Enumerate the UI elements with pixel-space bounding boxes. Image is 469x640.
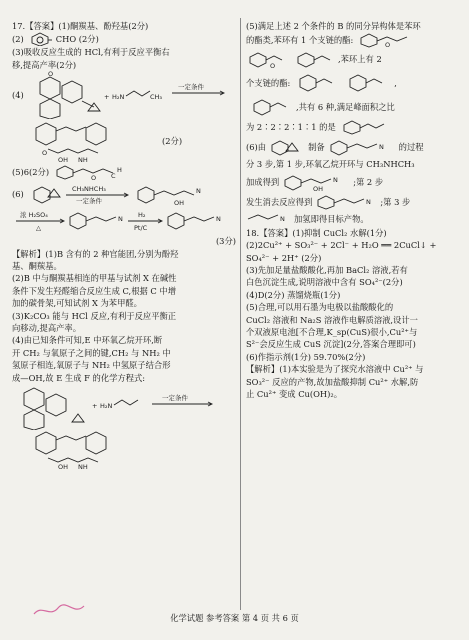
q18-answer-7: (5)合理,可以用石墨为电极以盐酸酸化的 <box>246 302 394 313</box>
q17-part6-analysis-label: (6)由 <box>246 142 267 153</box>
target-amine-structure <box>329 137 395 157</box>
q17-analysis-17-text: 为 2∶2∶2∶1∶1 的是 <box>246 122 336 133</box>
methyl-ester-structure <box>357 32 417 48</box>
q18-answer-5: 白色沉淀生成,说明溶液中含有 SO₄²⁻(2分) <box>246 277 403 288</box>
q18-answer-4: (3)先加足量盐酸酸化,再加 BaCl₂ 溶液,若有 <box>246 265 408 276</box>
prepare-text: 制备 <box>308 142 325 153</box>
svg-text:N: N <box>366 197 372 206</box>
q18-analysis-2: SO₃²⁻ 反应的产物,故加盐酸抑制 Cu²⁺ 水解,防 <box>246 376 419 387</box>
q17-analysis-15-text: 个支链的酯: <box>246 78 291 89</box>
q18-answer-10: S²⁻会反应生成 CuS 沉淀](2分,答案合理即可) <box>246 339 416 350</box>
q17-analysis-13 <box>246 32 460 48</box>
ester-structure <box>53 164 153 180</box>
process-text: 的过程 <box>398 142 424 153</box>
q17-analysis-8: (4)由已知条件可知,E 中环氧乙烷开环,断 <box>12 335 163 346</box>
step3-text: ;第 3 步 <box>380 196 411 207</box>
page-footer: 化学试题 参考答案 第 4 页 共 6 页 <box>170 613 299 623</box>
right-column <box>246 20 460 401</box>
svg-text:N: N <box>216 215 221 224</box>
q17-analysis-20 <box>246 171 460 193</box>
q17-analysis-19: 分 3 步,第 1 步,环氧乙烷开环与 CH₃NHCH₃ <box>246 159 415 170</box>
svg-text:OH: OH <box>173 199 184 208</box>
q17-analysis-10: 氢原子相连,氧原子与 NH₂ 中氢原子结合形 <box>12 360 171 371</box>
q18-analysis-1: 【解析】(1)本实验是为了探究水溶液中 Cu²⁺ 与 <box>246 364 424 375</box>
condition-label: 一定条件 <box>177 83 204 92</box>
q17-analysis-9: 开 CH₂ 与氧原子之间的键,CH₂ 与 NH₂ 中 <box>12 347 171 358</box>
q17-part6-score: (3分) <box>215 236 236 247</box>
condition-label-3: 一定条件 <box>162 394 188 403</box>
phenyl-acetate-structure <box>246 49 290 69</box>
heat-label: △ <box>36 224 41 233</box>
q18-answer-1: 18.【答案】(1)抑制 CuCl₂ 水解(1分) <box>246 227 387 238</box>
q17-analysis-22 <box>246 211 460 227</box>
q17-analysis-14-text: ,苯环上有 2 <box>338 54 382 65</box>
target-ester-structure <box>340 119 394 135</box>
q17-answer-3b: 移,提高产率(2分) <box>12 59 77 70</box>
svg-text:OH: OH <box>58 156 69 164</box>
q17-analysis-2: 基、酮羰基。 <box>12 261 62 272</box>
left-column <box>12 20 236 470</box>
analysis-product-structure <box>12 430 212 470</box>
q17-analysis-17 <box>246 118 460 136</box>
svg-text:N: N <box>378 143 384 152</box>
q17-reaction-6b <box>12 207 236 235</box>
reaction-scheme-4 <box>28 71 228 119</box>
q17-analysis-16 <box>246 96 460 118</box>
svg-text:C: C <box>111 172 116 181</box>
q17-reaction-4 <box>12 71 236 119</box>
reaction-scheme-6a <box>28 181 233 207</box>
q17-part2-label: (2) <box>12 34 24 45</box>
svg-text:H₂N: H₂N <box>111 93 125 102</box>
q17-analysis-16-text: ,共有 6 种,满足峰面积之比 <box>296 102 395 113</box>
q18-analysis-3: 止 Cu²⁺ 变成 Cu(OH)₂。 <box>246 389 343 400</box>
q17-analysis-21 <box>246 193 460 211</box>
svg-text:O: O <box>270 62 276 70</box>
q17-analysis-4: 条件下发生羟醛缩合反应生成 C,根据 C 中增 <box>12 285 176 296</box>
amino-alcohol-structure <box>283 172 349 192</box>
q17-analysis-20-text: 加成得到 <box>246 176 280 187</box>
q17-answer-2 <box>12 32 236 46</box>
benzyl-formate-structure <box>294 49 334 69</box>
svg-text:O: O <box>385 41 391 49</box>
comma-separator: , <box>394 78 397 89</box>
q17-part5-text: (5)6(2分) <box>12 167 50 178</box>
condition-label-2: 一定条件 <box>75 197 102 206</box>
hydrogen-label: H₂ <box>138 211 146 220</box>
column-divider <box>240 18 241 610</box>
reagent-label: CH₃NHCH₃ <box>71 185 106 194</box>
q17-answer-1: 17.【答案】(1)酮羰基、酚羟基(2分) <box>12 21 149 31</box>
q17-reaction-6a <box>12 181 236 207</box>
svg-text:N: N <box>118 215 123 224</box>
q18-answer-8: CuCl₂ 溶液和 Na₂S 溶液作电解质溶液,设计一 <box>246 314 418 325</box>
q18-answer-2: (2)2Cu²⁺ + SO₃²⁻ + 2Cl⁻ + H₂O ══ 2CuCl↓ + <box>246 240 437 251</box>
q17-analysis-11: 成—OH,故 E 生成 F 的化学方程式: <box>12 372 146 383</box>
q17-analysis-product <box>12 430 236 470</box>
svg-text:NH: NH <box>78 463 88 471</box>
q18-answer-3: SO₄²⁻ + 2H⁺ (2分) <box>246 252 322 263</box>
benzene-ring-icon <box>28 32 52 46</box>
svg-text:OH: OH <box>313 184 324 192</box>
q17-part2-text: CHO (2分) <box>55 34 99 45</box>
q17-analysis-21-text: 发生消去反应得到 <box>246 196 313 207</box>
q17-analysis-13-text: 的酯类,苯环有 1 个支链的酯: <box>246 35 354 46</box>
q17-analysis-6: (3)K₂CO₃ 能与 HCl 反应,有利于反应平衡正 <box>12 310 177 321</box>
reaction-scheme-6b <box>12 207 236 235</box>
alkene-amine-structure-2 <box>246 212 290 226</box>
q17-analysis-14 <box>246 48 460 70</box>
ortho-ester-structure <box>294 71 340 95</box>
q17-part4-score: (2分) <box>162 136 183 147</box>
q17-analysis-15 <box>246 70 460 96</box>
q18-answer-9: 个双液原电池[不合理,K_sp(CuS)很小,Cu²⁺与 <box>246 327 418 338</box>
q17-analysis-reaction <box>12 384 236 430</box>
svg-text:H₂N: H₂N <box>100 402 113 411</box>
svg-text:O: O <box>91 174 97 181</box>
acid-reagent-label: 浓 H₂SO₄ <box>20 211 48 220</box>
svg-text:N: N <box>333 175 339 184</box>
q17-product-4 <box>12 119 236 163</box>
svg-text:N: N <box>195 187 201 196</box>
q17-analysis-1: 【解析】(1)B 含有的 2 种官能团,分别为酚羟 <box>12 248 179 259</box>
epoxide-structure <box>270 137 304 157</box>
svg-text:N: N <box>280 214 285 223</box>
q17-analysis-22-text: 加氢即得目标产物。 <box>294 213 369 224</box>
q17-analysis-12: (5)满足上述 2 个条件的 B 的同分异构体是苯环 <box>246 21 421 31</box>
q18-answer-11: (6)作指示剂(1分) 59.70%(2分) <box>246 351 366 362</box>
step2-text: ;第 2 步 <box>353 176 384 187</box>
q17-part4-label: (4) <box>12 90 24 101</box>
alkene-amine-structure <box>316 194 376 210</box>
para-ester-structure <box>246 97 292 117</box>
svg-text:O: O <box>47 71 53 79</box>
catalyst-label: Pt/C <box>134 224 148 233</box>
meta-ester-structure <box>344 71 390 95</box>
svg-text:CH₃: CH₃ <box>149 93 162 102</box>
svg-text:+: + <box>92 402 98 411</box>
q17-answer-3: (3)吸收反应生成的 HCl,有利于反应平衡右 <box>12 47 170 58</box>
q17-analysis-18 <box>246 136 460 158</box>
svg-text:OH: OH <box>58 463 69 471</box>
q18-answer-6: (4)D(2分) 蒸馏烧瓶(1分) <box>246 289 341 300</box>
svg-text:NH: NH <box>78 156 88 164</box>
q17-part6-label: (6) <box>12 189 24 200</box>
svg-text:+: + <box>103 93 110 102</box>
q17-analysis-7: 向移动,提高产率。 <box>12 323 82 334</box>
q17-analysis-3: (2)B 中与酮羰基相连的甲基与试剂 X 在碱性 <box>12 273 177 284</box>
q17-analysis-5: 加的碳骨架,可知试剂 X 为苯甲醛。 <box>12 298 142 309</box>
analysis-reaction-scheme <box>12 384 236 430</box>
svg-text:H: H <box>117 166 122 175</box>
svg-text:O: O <box>42 149 48 158</box>
q17-answer-5 <box>12 163 236 181</box>
